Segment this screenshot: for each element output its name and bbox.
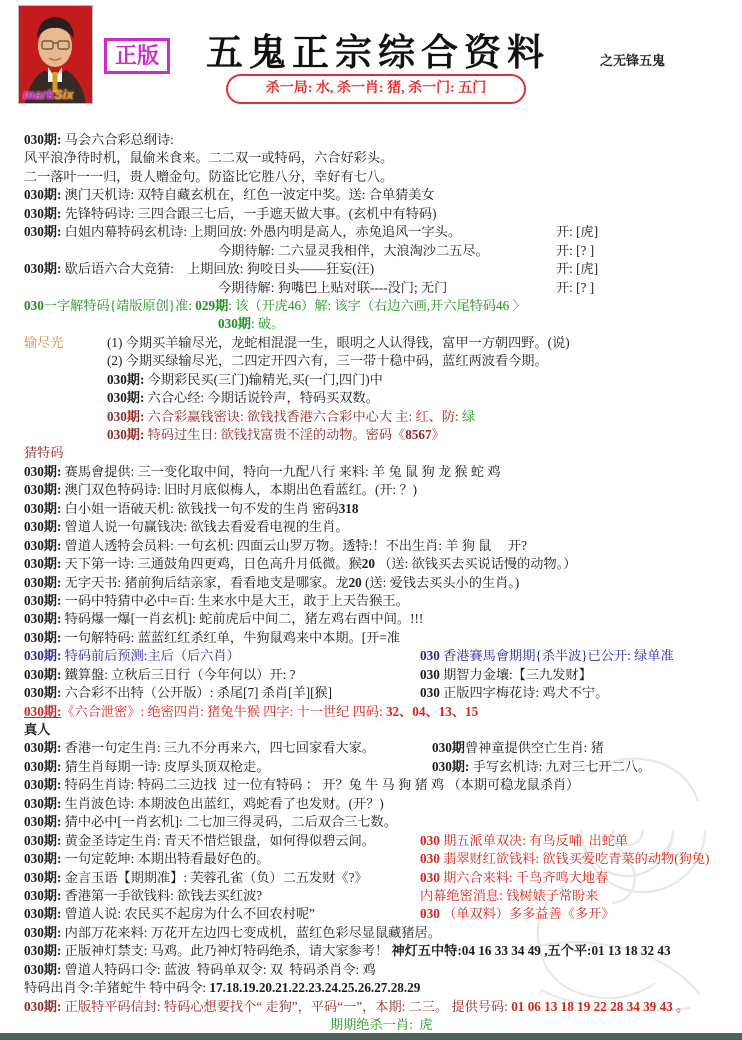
text-line: 030期: 内部万花来料: 万花开左边四七变成机，蓝红色彩尽显鼠藏猪居。 — [24, 924, 441, 940]
text-line: 030期: 破。 — [218, 316, 285, 332]
text-line: 期期绝杀一肖: 虎 — [330, 1017, 433, 1032]
text-line: 030期: 生肖波色诗: 本期波色出蓝红，鸡蛇看了也发财。(开？) — [24, 795, 384, 811]
text-line: 030期: 先锋特码诗: 三四合跟三七后，一手遮天做大事。(玄机中有特码) — [24, 205, 437, 221]
text-line: 030期: 澳门天机诗: 双特自藏玄机在，红色一波定中奖。送: 合单猜美女 — [24, 187, 435, 203]
text-line: 030期: 特码爆一爆[一肖玄机]: 蛇前虎后中间二，猪左鸡右酉中间。!!! — [24, 611, 424, 627]
text-line: 030期: 曾道人特码口令: 蓝波 特码单双令: 双 特码杀肖令: 鸡 — [24, 961, 376, 977]
mark-six-logo: markSix — [23, 87, 74, 102]
text-line: 二一落叶一一归，贵人赠金句。防盗比它胜八分，幸好有七八。 — [24, 168, 394, 184]
text-line: 030一字解特码{靖版原创}准: 029期: 该（开虎46）解: 该字（右边六画,开六尾特码46 〉 — [24, 297, 526, 313]
text-line: 030期: 六合彩赢钱密诀: 欲钱找香港六合彩中心大 主: 红、防: 绿 — [107, 408, 476, 424]
text-line: 真人 — [24, 722, 51, 737]
text-line: 030期: 猜中必中[一肖玄机]: 二七加三得灵码，二后双合三七数。 — [24, 814, 397, 830]
text-line: 猜特码 — [24, 445, 64, 461]
text-line: 030期: 无字天书: 猪前狗后结亲家，看看地支是哪家。龙20 (送: 爱钱去买头小的生肖。) — [24, 574, 520, 590]
bottom-scan-bar — [0, 1033, 742, 1040]
subtitle-right: 之无锋五鬼 — [600, 53, 666, 68]
text-line: 030期: 香港第一手欲钱料: 欲钱去买红波? 内幕绝密消息: 钱树婊子常盼来 — [24, 887, 599, 903]
header — [0, 0, 742, 128]
text-line: 030期: 黄金圣诗定生肖: 青天不惜烂银盘，如何得似碧云间。 030 期五派单双决: 有鸟反哺 出蛇单 — [24, 832, 629, 848]
text-line: 030期: 一句解特码: 蓝蓝红红杀红单，牛狗鼠鸡来中本期。[开=准 — [24, 629, 400, 645]
kill-info-box: 杀一局: 水, 杀一肖: 猪, 杀一门: 五门 — [226, 74, 526, 104]
text-line: 今期待解: 狗嘴巴上贴对联----没门; 无门 开: [? ] — [218, 279, 595, 295]
text-line: 030期: 一句定乾坤: 本期出特看最好色的。 030 翡翠财红欲钱料: 欲钱买爱吃青菜的动物(狗兔) — [24, 851, 710, 867]
text-line: 030期: 特码生肖诗: 特码二三边找 过一位有特码 ： 开？兔 牛 马 狗 猪 鸡 （本期可稳龙鼠杀肖） — [24, 777, 580, 793]
text-line: 今期待解: 二六显灵我相伴，大浪淘沙二五尽。 开: [? ] — [218, 242, 595, 258]
text-line: 030期: 六合彩不出特（公开版）: 杀尾[7] 杀肖[羊][猴] 030 正版四字梅花诗: 鸡犬不宁。 — [24, 685, 609, 701]
text-line: (2) 今期买绿输尽光，二四定开四六有，三一带十稳中码，蓝红两波看今期。 — [107, 353, 548, 369]
text-line: 030期: 白小姐一语破天机: 欲钱找一句不发的生肖 密码318 — [24, 500, 359, 516]
text-line: 030期: 猜生肖每期一诗: 皮厚头顶双枪走。 030期: 手写玄机诗: 九对三七开二八。 — [24, 758, 652, 774]
text-line: 030期: 歇后语六合大竞猜: 上期回放: 狗咬日头——狂妄(汪) 开: [虎] — [24, 261, 599, 277]
text-line: 030期: 金言玉语【期期准】: 芙蓉孔雀（负）二五发财《?》 030 期六合来料: 千鸟齐鸣大地春 — [24, 869, 609, 885]
text-line: 030期: 一码中特猜中必中=百: 生来水中是大王，敢于上天告猴王。 — [24, 592, 409, 608]
text-line: 030期: 赛馬會提供: 三一变化取中间，特向一九配八行 来料: 羊 兔 鼠 狗 龙 猴 蛇 鸡 — [24, 463, 501, 479]
text-line: 030期: 香港一句定生肖: 三九不分再来六，四七回家看大家。 030期曾神童提供空亡生肖: 猪 — [24, 740, 604, 756]
text-line: 030期: 正版特平码信封: 特码心想要找个“ 走狗”，平码“一”，本期: 二三。 提供号码: 01 06 13 18 19 22 28 34 39 43 。 — [24, 998, 690, 1014]
text-lines — [0, 131, 742, 1034]
text-line: 030期:《六合泄密》: 绝密四肖: 猪兔牛猴 四字: 十一世纪 四码: 32、04、13、15 — [24, 703, 479, 719]
text-line: 030期: 曾道人说一句赢钱决: 欲钱去看爱看电视的生肖。 — [24, 519, 349, 535]
text-line: 输尽光 (1) 今期买羊输尽光，龙蛇相混混一生，眼明之人认得钱，富甲一方朝四野。(说) — [24, 334, 570, 350]
text-line: 030期: 澳门双色特码诗: 旧时月底似梅人，本期出色看蓝红。(开: ？) — [24, 482, 418, 498]
text-line: 风平浪净待时机，鼠偷米食来。二二双一或特码，六合好彩头。 — [24, 150, 394, 166]
text-line: 030期: 马会六合彩总纲诗: — [24, 132, 174, 147]
editor-photo — [18, 5, 93, 104]
text-line: 030期: 天下第一诗: 三通鼓角四更鸡，日色高升月低微。猴20 （送: 欲钱买去买说话慢的动物。） — [24, 556, 577, 572]
text-line: 030期: 六合心经: 今期话说铃声，特码买双数。 — [107, 390, 379, 406]
text-line: 030期: 正版神灯禁支: 马鸡。此乃神灯特码绝杀，请大家参考！ 神灯五中特:04 16 33 34 49 ,五个平:01 13 18 32 43 — [24, 943, 671, 959]
text-line: 030期: 今期彩民买(三门)输精光,买(一门,四门)中 — [107, 371, 383, 387]
text-line: 030期: 曾道人透特会员料: 一句玄机: 四面云山罗万物。透特:！不出生肖: 羊 狗 鼠 开? — [24, 537, 527, 553]
text-line: 030期: 曾道人说: 农民买不起房为什么不回农村呢” 030 （单双料）多多益善《多开》 — [24, 906, 615, 922]
text-line: 特码出肖令:羊猪蛇牛 特中码令: 17.18.19.20.21.22.23.24.25.26.27.28.29 — [24, 980, 421, 996]
text-line: 030期: 鐵算盤: 立秋后三日行（今年何以）开: ? 030 期智力金壤:【三九发财】 — [24, 666, 592, 682]
authentic-badge: 正版 — [104, 38, 170, 74]
text-line: 030期: 特码前后预测:主后（后六肖） 030 香港賽馬會期期{杀半波}已公开: 绿单准 — [24, 648, 674, 664]
page-title: 五鬼正宗综合资料 — [206, 33, 550, 74]
text-line: 030期: 特码过生日: 欲钱找富贵不淫的动物。密码《8567》 — [107, 427, 445, 442]
text-line: 030期: 白姐内幕特码玄机诗: 上期回放: 外愚内明是高人，赤兔追风一字头。 开: [虎] — [24, 224, 599, 240]
